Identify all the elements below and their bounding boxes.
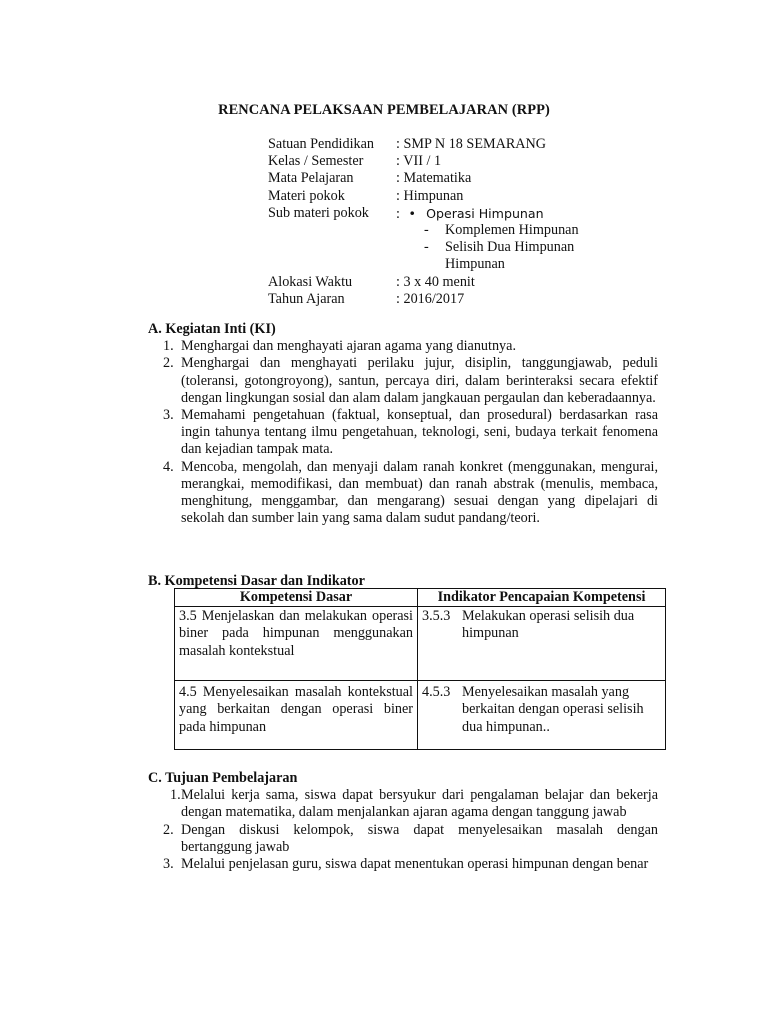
info-label: Tahun Ajaran (268, 290, 345, 307)
kd-text: 4.5 Menyelesaikan masalah kontekstual yang berkaitan dengan operasi biner pada himpunan (179, 684, 413, 735)
indikator-text: Melakukan operasi selisih dua himpunan (462, 608, 635, 642)
list-number: 2. (163, 821, 174, 838)
info-label: Materi pokok (268, 187, 345, 204)
table-cell-kd (175, 681, 418, 750)
info-label: Sub materi pokok (268, 204, 369, 221)
list-text: Menghargai dan menghayati perilaku jujur, disiplin, tanggungjawab, peduli (toleransi, gotongroyong), santun, percaya diri, dalam berinteraksi secara efektif dengan lingkungan sosial dan alam dalam jangkauan pergaulan dan keberadaannya. (181, 355, 658, 406)
table-row (175, 681, 666, 750)
info-value: : SMP N 18 SEMARANG (396, 136, 547, 152)
info-row-sub (268, 205, 668, 222)
table-header-indikator: Indikator Pencapaian Kompetensi (418, 589, 666, 607)
table-cell-indikator (418, 681, 666, 750)
info-label: Alokasi Waktu (268, 273, 353, 290)
list-text: Mencoba, mengolah, dan menyaji dalam ranah konkret (menggunakan, mengurai, merangkai, memodifikasi, dan membuat) dan ranah abstrak (menulis, membaca, menghitung, menggambar, dan mengarang) sesuai dengan yang dipelajari di sekolah dan sumber lain yang sama dalam sudut pandang/teori. (181, 458, 658, 527)
list-number: 3. (163, 856, 174, 873)
list-number: 1. (170, 787, 181, 804)
list-item (148, 787, 658, 821)
info-label: Mata Pelajaran (268, 170, 354, 187)
document-title: RENCANA PELAKSAAN PEMBELAJARAN (RPP) (218, 102, 550, 118)
sub-item (268, 222, 668, 239)
info-row-satuan (268, 136, 668, 153)
table-header-kd: Kompetensi Dasar (175, 589, 418, 607)
sub-colon: : (396, 205, 400, 222)
list-text: Memahami pengetahuan (faktual, konseptual, dan prosedural) berdasarkan rasa ingin tahunya tentang ilmu pengetahuan, teknologi, seni, budaya terkait fenomena dan kejadian tampak mata. (181, 407, 658, 458)
list-number: 1. (163, 338, 174, 355)
kd-text: 3.5 Menjelaskan dan melakukan operasi biner pada himpunan menggunakan masalah kontekstual (179, 608, 413, 659)
info-value: : 3 x 40 menit (396, 273, 475, 290)
indikator-text: Menyelesaikan masalah yang berkaitan dengan operasi selisih dua himpunan.. (462, 684, 644, 735)
info-row-kelas (268, 153, 668, 170)
list-item (148, 822, 658, 856)
list-text: Melalui penjelasan guru, siswa dapat menentukan operasi himpunan dengan benar (181, 856, 649, 873)
info-label: Satuan Pendidikan (268, 136, 374, 152)
info-row-mapel (268, 170, 668, 187)
list-item (148, 355, 658, 407)
sub-item-text: Komplemen Himpunan (445, 221, 579, 238)
dash-marker: - (424, 221, 429, 238)
info-row-materi (268, 188, 668, 205)
indikator-number: 4.5.3 (422, 684, 451, 701)
indikator-entry (422, 607, 661, 642)
table-cell-indikator (418, 607, 666, 681)
list-number: 2. (163, 355, 174, 372)
info-value (396, 205, 544, 222)
sub-materi-value: Operasi Himpunan (426, 205, 544, 221)
indikator-number: 3.5.3 (422, 608, 451, 625)
list-item (148, 407, 658, 459)
table-cell-kd (175, 607, 418, 681)
info-value: : Matematika (396, 170, 472, 187)
list-text: Melalui kerja sama, siswa dapat bersyukur dari pengalaman belajar dan bekerja dengan matematika, dalam menjalankan ajaran agama dengan tanggung jawab (181, 787, 658, 821)
section-tujuan (148, 770, 658, 873)
info-value: : Himpunan (396, 187, 464, 204)
sub-item-text: Selisih Dua Himpunan (445, 239, 575, 256)
ki-list (148, 338, 658, 527)
info-value: : VII / 1 (396, 153, 442, 170)
list-text: Menghargai dan menghayati ajaran agama yang dianutnya. (181, 338, 516, 355)
kompetensi-table (174, 588, 666, 750)
bullet-icon: • (408, 205, 416, 221)
sub-item-continuation: Himpunan (445, 256, 505, 273)
section-heading: B. Kompetensi Dasar dan Indikator (148, 573, 365, 589)
table-header-row (175, 589, 666, 607)
list-item (148, 459, 658, 528)
list-text: Dengan diskusi kelompok, siswa dapat menyelesaikan masalah dengan bertanggung jawab (181, 821, 658, 855)
tujuan-list (148, 787, 658, 873)
section-heading: C. Tujuan Pembelajaran (148, 770, 298, 786)
dash-marker: - (424, 239, 429, 256)
indikator-entry (422, 681, 661, 736)
list-number: 3. (163, 407, 174, 424)
section-kegiatan-inti (148, 321, 658, 527)
list-item (148, 856, 658, 873)
info-block (268, 136, 668, 308)
list-number: 4. (163, 458, 174, 475)
info-row-tahun (268, 291, 668, 308)
list-item (148, 338, 658, 355)
table-row (175, 607, 666, 681)
sub-item (268, 239, 668, 256)
info-row-alokasi (268, 274, 668, 291)
section-heading: A. Kegiatan Inti (KI) (148, 321, 276, 337)
info-label: Kelas / Semester (268, 153, 364, 170)
info-value: : 2016/2017 (396, 290, 465, 307)
